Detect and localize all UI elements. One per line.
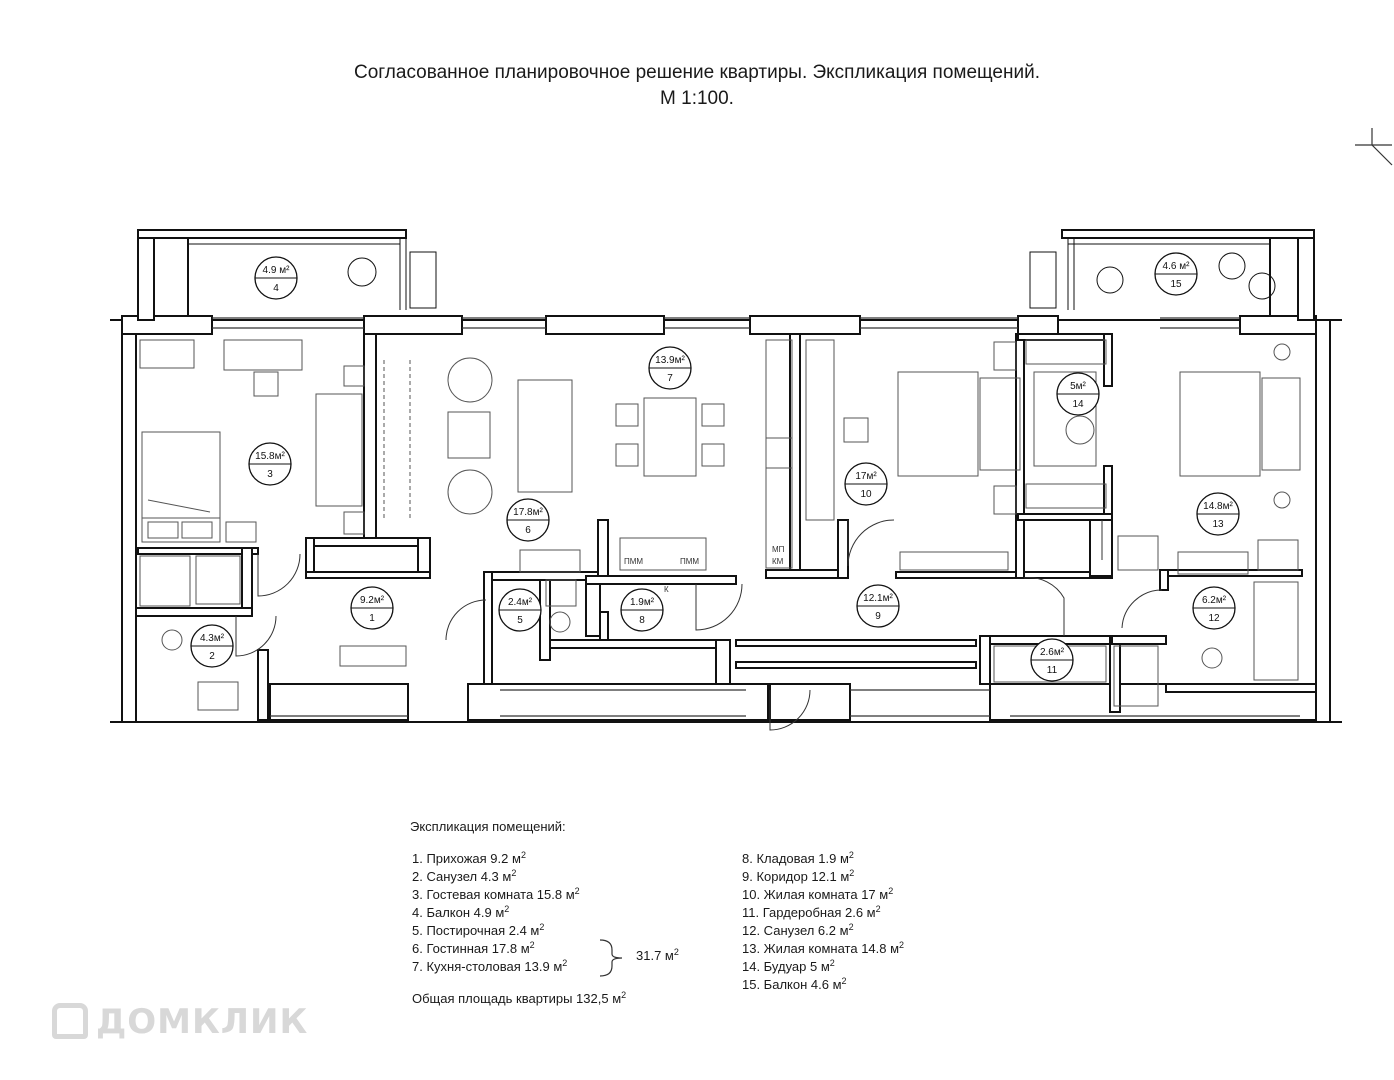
k-label: К bbox=[664, 585, 669, 594]
room-number-1: 1 bbox=[369, 613, 375, 624]
room-number-7: 7 bbox=[667, 373, 673, 384]
legend-item-0: 1. Прихожая 9.2 $м^2$ bbox=[412, 850, 526, 866]
room-marker-14 bbox=[1057, 373, 1099, 415]
legend-item-1: 2. Санузел 4.3 $м^2$ bbox=[412, 868, 517, 884]
room-marker-5 bbox=[499, 589, 541, 631]
watermark-text: ДОМКЛИК bbox=[96, 1002, 309, 1042]
room-number-8: 8 bbox=[639, 615, 645, 626]
mp-label: МП bbox=[772, 545, 785, 554]
legend-item-6: 7. Кухня-столовая 13.9 $м^2$ bbox=[412, 958, 568, 974]
legend-heading: Экспликация помещений: bbox=[410, 819, 566, 834]
legend-item-b-2: 10. Жилая комната 17 $м^2$ bbox=[742, 886, 894, 902]
interior-walls bbox=[136, 334, 1316, 720]
room-number-2: 2 bbox=[209, 651, 215, 662]
room-marker-6 bbox=[507, 499, 549, 541]
km-label: КМ bbox=[772, 557, 784, 566]
legend-item-b-1: 9. Коридор 12.1 $м^2$ bbox=[742, 868, 855, 884]
room-marker-13 bbox=[1197, 493, 1239, 535]
room-number-12: 12 bbox=[1208, 613, 1220, 624]
room-area-11: 2.6м² bbox=[1039, 647, 1065, 658]
room-area-6: 17.8м² bbox=[513, 507, 543, 518]
room-area-12: 6.2м² bbox=[1201, 595, 1227, 606]
room-number-11: 11 bbox=[1046, 665, 1058, 676]
room-number-9: 9 bbox=[875, 611, 881, 622]
room-marker-15 bbox=[1155, 253, 1197, 295]
room-area-7: 13.9м² bbox=[655, 355, 685, 366]
legend-item-5: 6. Гостинная 17.8 $м^2$ bbox=[412, 940, 535, 956]
room-marker-1 bbox=[351, 587, 393, 629]
room-number-13: 13 bbox=[1212, 519, 1224, 530]
plan-title-line2: М 1:100. bbox=[660, 88, 734, 109]
room-marker-8 bbox=[621, 589, 663, 631]
room-area-8: 1.9м² bbox=[629, 597, 655, 608]
legend-item-3: 4. Балкон 4.9 $м^2$ bbox=[412, 904, 510, 920]
room-marker-3 bbox=[249, 443, 291, 485]
legend-column-2 bbox=[742, 850, 904, 994]
north-arrow-icon bbox=[1355, 128, 1392, 165]
room-marker-10 bbox=[845, 463, 887, 505]
room-area-3: 15.8м² bbox=[255, 451, 285, 462]
room-markers bbox=[191, 253, 1239, 681]
room-marker-12 bbox=[1193, 587, 1235, 629]
legend-item-b-7: 15. Балкон 4.6 $м^2$ bbox=[742, 976, 847, 992]
room-area-4: 4.9 м² bbox=[262, 265, 290, 276]
legend-total-area: Общая площадь квартиры 132,5 $м^2$ bbox=[412, 990, 627, 1006]
room-area-13: 14.8м² bbox=[1203, 501, 1233, 512]
room-area-14: 5м² bbox=[1070, 381, 1086, 392]
room-number-10: 10 bbox=[860, 489, 872, 500]
legend-item-b-3: 11. Гардеробная 2.6 $м^2$ bbox=[742, 904, 881, 920]
room-number-15: 15 bbox=[1170, 279, 1182, 290]
legend bbox=[410, 818, 566, 836]
plan-title-line1: Согласованное планировочное решение квартиры. Экспликация помещений. bbox=[354, 62, 1040, 83]
watermark bbox=[52, 1002, 308, 1042]
room-marker-9 bbox=[857, 585, 899, 627]
legend-item-b-6: 14. Будуар 5 $м^2$ bbox=[742, 958, 835, 974]
room-area-10: 17м² bbox=[855, 471, 877, 482]
legend-brace-total: 31.7 $м^2$ bbox=[636, 947, 679, 963]
room-marker-11 bbox=[1031, 639, 1073, 681]
legend-brace bbox=[598, 938, 628, 978]
room-number-6: 6 bbox=[525, 525, 531, 536]
legend-item-b-5: 13. Жилая комната 14.8 $м^2$ bbox=[742, 940, 905, 956]
room-number-5: 5 bbox=[517, 615, 523, 626]
legend-item-2: 3. Гостевая комната 15.8 $м^2$ bbox=[412, 886, 580, 902]
room-number-3: 3 bbox=[267, 469, 273, 480]
room-marker-2 bbox=[191, 625, 233, 667]
room-area-9: 12.1м² bbox=[863, 593, 893, 604]
room-area-2: 4.3м² bbox=[199, 633, 225, 644]
room-area-15: 4.6 м² bbox=[1162, 261, 1190, 272]
room-area-5: 2.4м² bbox=[507, 597, 533, 608]
pmm-label-2: ПММ bbox=[680, 557, 700, 566]
pmm-label-1: ПММ bbox=[624, 557, 644, 566]
room-number-4: 4 bbox=[273, 283, 279, 294]
room-number-14: 14 bbox=[1072, 399, 1084, 410]
room-marker-4 bbox=[255, 257, 297, 299]
house-logo-icon bbox=[52, 1003, 88, 1039]
legend-column-1 bbox=[412, 850, 580, 976]
legend-item-b-0: 8. Кладовая 1.9 $м^2$ bbox=[742, 850, 854, 866]
room-marker-7 bbox=[649, 347, 691, 389]
room-area-1: 9.2м² bbox=[359, 595, 385, 606]
legend-item-4: 5. Постирочная 2.4 $м^2$ bbox=[412, 922, 545, 938]
legend-item-b-4: 12. Санузел 6.2 $м^2$ bbox=[742, 922, 854, 938]
